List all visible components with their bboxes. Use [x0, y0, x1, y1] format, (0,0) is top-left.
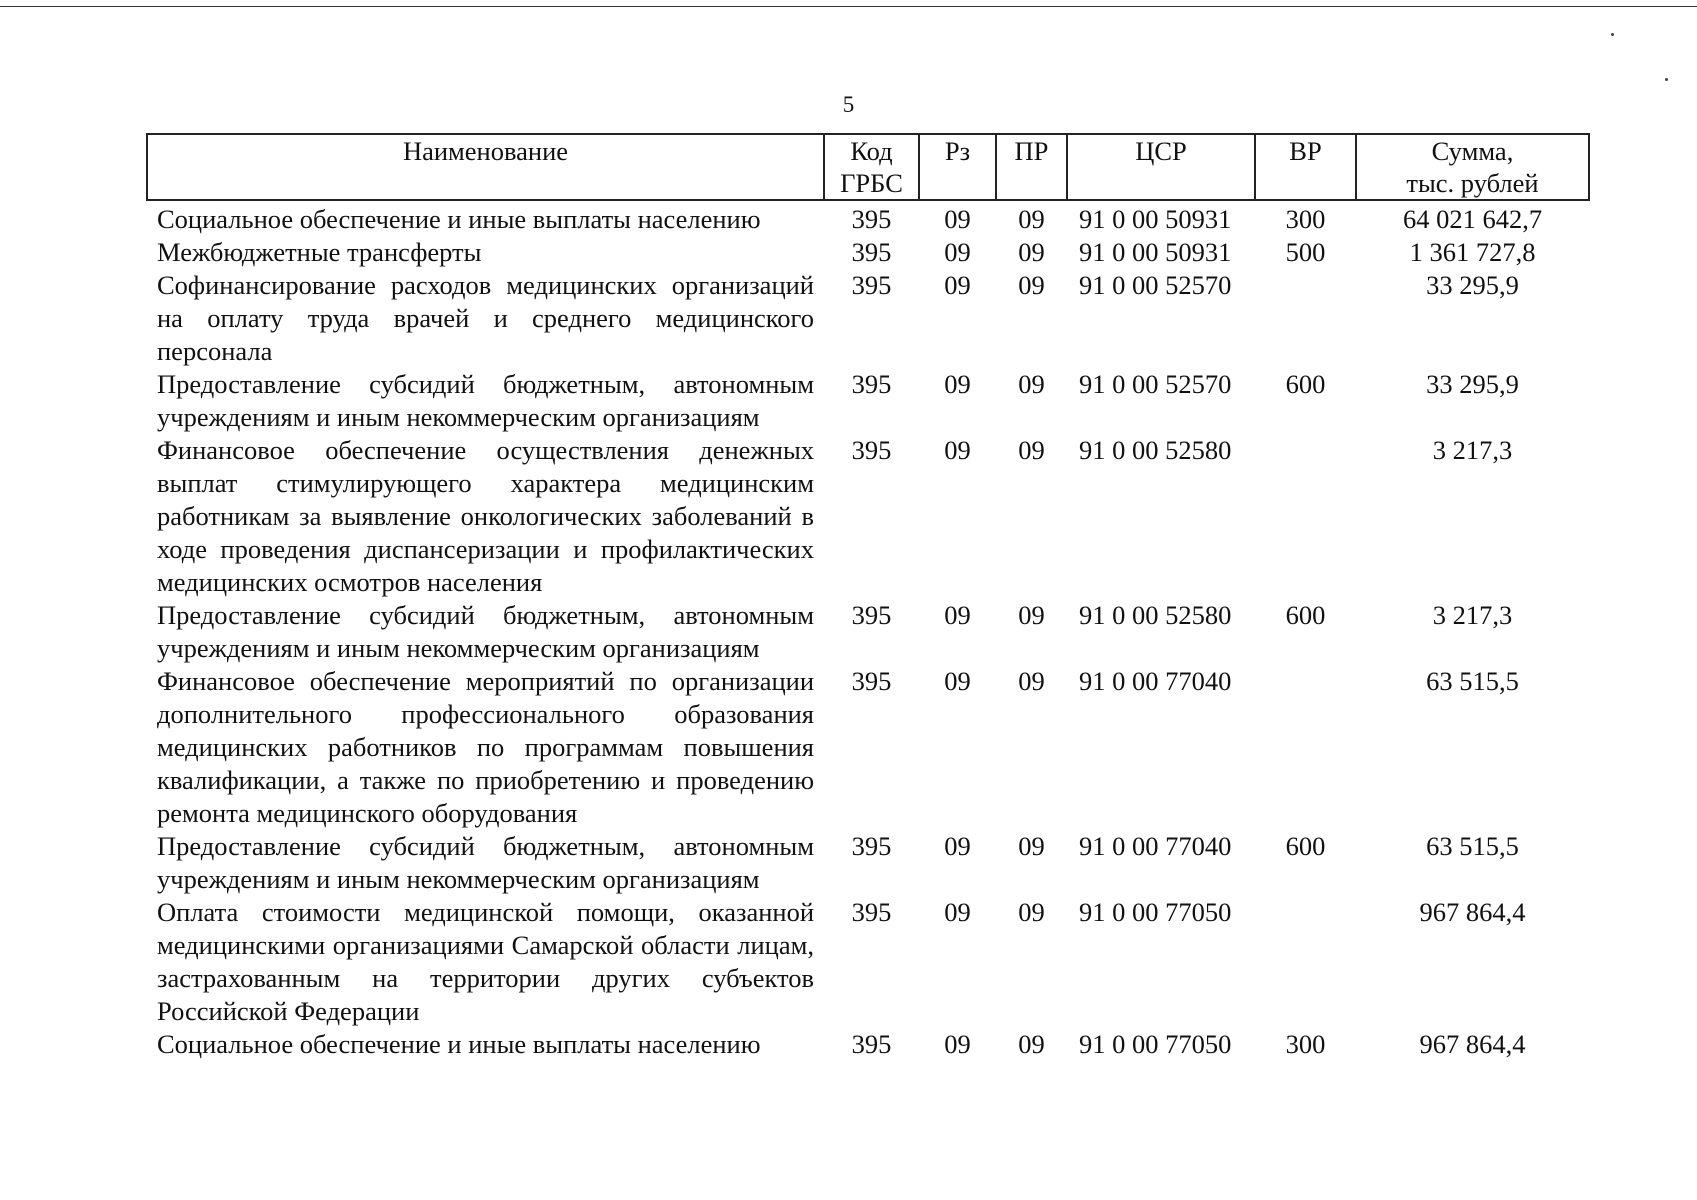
row-csr: 91 0 00 52570	[1079, 369, 1232, 399]
row-csr: 91 0 00 50931	[1079, 237, 1232, 267]
row-grbs: 395	[851, 897, 892, 927]
row-rz: 09	[944, 831, 971, 861]
row-name: Предоставление субсидий бюджетным, автономным учреждениям и иным некоммерческим организациям	[157, 600, 814, 663]
row-sum: 1 361 727,8	[1409, 237, 1536, 267]
row-name: Финансовое обеспечение осуществления денежных выплат стимулирующего характера медицинским работникам за выявление онкологических заболеваний в ходе проведения диспансеризации и профилактических медицинских осмотров населения	[157, 435, 814, 597]
row-csr: 91 0 00 52570	[1079, 270, 1232, 300]
header-row	[147, 134, 1589, 200]
row-vr: 300	[1285, 1029, 1326, 1059]
row-vr	[1255, 269, 1356, 368]
row-grbs: 395	[851, 1029, 892, 1059]
row-rz: 09	[944, 666, 971, 696]
row-pr: 09	[1018, 369, 1045, 399]
header-rz: Рз	[919, 134, 996, 200]
row-rz: 09	[944, 270, 971, 300]
row-pr: 09	[1018, 600, 1045, 630]
budget-table	[146, 133, 1590, 1061]
row-grbs: 395	[851, 666, 892, 696]
row-csr: 91 0 00 52580	[1079, 600, 1232, 630]
row-rz: 09	[944, 600, 971, 630]
row-vr	[1255, 665, 1356, 830]
row-name: Межбюджетные трансферты	[157, 237, 482, 267]
row-grbs: 395	[851, 270, 892, 300]
row-name: Социальное обеспечение и иные выплаты населению	[157, 204, 761, 234]
row-sum: 33 295,9	[1426, 270, 1519, 300]
row-vr: 500	[1285, 237, 1326, 267]
row-grbs: 395	[851, 204, 892, 234]
table-row	[147, 599, 1589, 665]
row-csr: 91 0 00 50931	[1079, 204, 1232, 234]
row-grbs: 395	[851, 435, 892, 465]
row-csr: 91 0 00 77050	[1079, 897, 1232, 927]
row-pr: 09	[1018, 897, 1045, 927]
row-name: Софинансирование расходов медицинских организаций на оплату труда врачей и среднего медицинского персонала	[157, 270, 814, 366]
row-pr: 09	[1018, 204, 1045, 234]
header-sum: Сумма, тыс. рублей	[1356, 134, 1589, 200]
table-body	[147, 200, 1589, 1061]
row-grbs: 395	[851, 831, 892, 861]
table-row	[147, 434, 1589, 599]
row-vr: 600	[1285, 831, 1326, 861]
header-pr: ПР	[996, 134, 1067, 200]
row-rz: 09	[944, 897, 971, 927]
table-row	[147, 830, 1589, 896]
row-vr: 600	[1285, 369, 1326, 399]
page-number: 5	[842, 92, 855, 117]
row-pr: 09	[1018, 237, 1045, 267]
table-row	[147, 269, 1589, 368]
row-rz: 09	[944, 435, 971, 465]
table-row	[147, 896, 1589, 1028]
row-vr	[1255, 896, 1356, 1028]
row-name: Предоставление субсидий бюджетным, автономным учреждениям и иным некоммерческим организациям	[157, 369, 814, 432]
scan-speck	[1611, 33, 1614, 36]
row-name: Оплата стоимости медицинской помощи, оказанной медицинскими организациями Самарской области лицам, застрахованным на территории других субъектов Российской Федерации	[157, 897, 814, 1026]
row-csr: 91 0 00 77040	[1079, 666, 1232, 696]
table-row	[147, 368, 1589, 434]
row-sum: 3 217,3	[1432, 435, 1513, 465]
row-vr	[1255, 434, 1356, 599]
row-sum: 33 295,9	[1426, 369, 1519, 399]
row-rz: 09	[944, 237, 971, 267]
row-csr: 91 0 00 77050	[1079, 1029, 1232, 1059]
top-rule	[0, 6, 1697, 7]
row-sum: 967 864,4	[1419, 1029, 1526, 1059]
row-rz: 09	[944, 1029, 971, 1059]
row-pr: 09	[1018, 1029, 1045, 1059]
row-pr: 09	[1018, 666, 1045, 696]
row-grbs: 395	[851, 237, 892, 267]
row-grbs: 395	[851, 369, 892, 399]
row-rz: 09	[944, 204, 971, 234]
row-pr: 09	[1018, 435, 1045, 465]
row-name: Предоставление субсидий бюджетным, автономным учреждениям и иным некоммерческим организациям	[157, 831, 814, 894]
scan-speck	[1665, 78, 1668, 81]
row-vr: 300	[1285, 204, 1326, 234]
header-grbs: Код ГРБС	[824, 134, 919, 200]
row-vr: 600	[1285, 600, 1326, 630]
row-name: Социальное обеспечение и иные выплаты населению	[157, 1029, 761, 1059]
table-row	[147, 236, 1589, 269]
header-vr: ВР	[1255, 134, 1356, 200]
table-row	[147, 665, 1589, 830]
header-name: Наименование	[147, 134, 824, 200]
row-csr: 91 0 00 52580	[1079, 435, 1232, 465]
table-row	[147, 1028, 1589, 1061]
row-sum: 3 217,3	[1432, 600, 1513, 630]
row-sum: 63 515,5	[1426, 666, 1519, 696]
row-pr: 09	[1018, 270, 1045, 300]
row-sum: 967 864,4	[1419, 897, 1526, 927]
header-csr: ЦСР	[1067, 134, 1255, 200]
table-row	[147, 200, 1589, 236]
row-sum: 63 515,5	[1426, 831, 1519, 861]
row-rz: 09	[944, 369, 971, 399]
row-csr: 91 0 00 77040	[1079, 831, 1232, 861]
row-pr: 09	[1018, 831, 1045, 861]
row-name: Финансовое обеспечение мероприятий по организации дополнительного профессионального образования медицинских работников по программам повышения квалификации, а также по приобретению и проведению ремонта медицинского оборудования	[157, 666, 814, 828]
row-sum: 64 021 642,7	[1402, 204, 1543, 234]
row-grbs: 395	[851, 600, 892, 630]
table-header	[147, 134, 1589, 200]
